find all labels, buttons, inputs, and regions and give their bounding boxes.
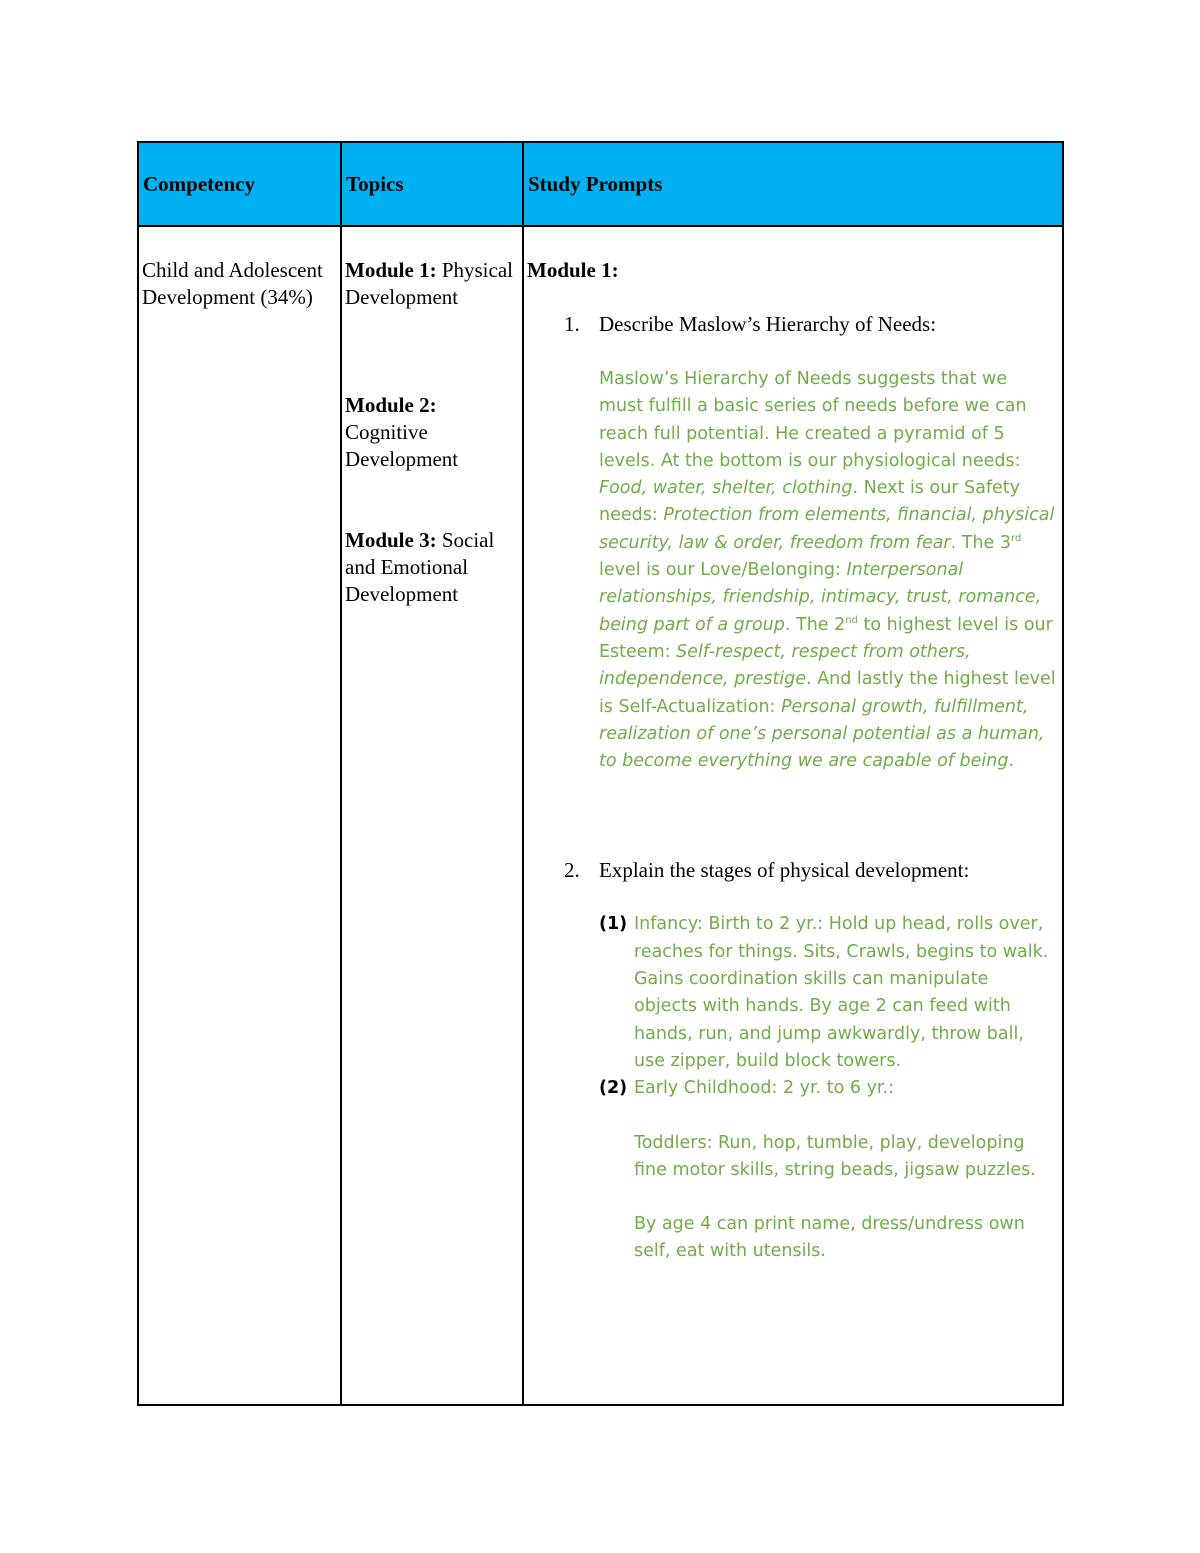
answer-text: . The 3 (950, 532, 1012, 553)
answer-text: level is our Love/Belonging: (599, 560, 847, 581)
answer-text: Maslow’s Hierarchy of Needs suggests that we must fulfill a basic series of needs before we can reach full potential. He created a pyramid of 5 levels. At the bottom is our physiological needs: (599, 369, 1027, 471)
stage-number: (1) (599, 914, 628, 935)
topics-list (342, 227, 522, 608)
prompts-content (524, 227, 1062, 1266)
competency-text: Child and Adolescent Development (34%) (142, 258, 323, 309)
topic-module-3 (345, 527, 520, 608)
answer-text: . The 2 (784, 614, 846, 635)
topic-name: Social and Emotional Development (345, 528, 495, 606)
answer-italic: Personal growth, fulfillment, realization of one’s personal potential as a human, to become everything we are capable of being (599, 696, 1045, 772)
topics-cell (341, 226, 523, 1405)
answer-text: . And lastly the highest level is Self-Actualization: (599, 669, 1056, 717)
header-topics: Topics (346, 171, 404, 196)
list-item (599, 911, 1056, 1075)
question-number: 1. (564, 312, 580, 336)
stage-paragraph: Toddlers: Run, hop, tumble, play, developing fine motor skills, string beads, jigsaw puzzles. (634, 1132, 1036, 1180)
answer-1 (527, 366, 1056, 775)
header-competency: Competency (143, 171, 255, 196)
answer-italic: Interpersonal relationships, friendship, intimacy, trust, romance, being part of a group (599, 560, 1042, 635)
topic-label: Module 1: (345, 258, 437, 282)
spacer (527, 775, 1056, 857)
topic-name: Cognitive Development (345, 420, 459, 471)
header-competency-cell (138, 142, 341, 226)
topic-module-2 (345, 392, 520, 473)
answer-italic: Self-respect, respect from others, independence, prestige (599, 641, 971, 690)
header-study-prompts-cell (523, 142, 1063, 226)
stage-paragraph: By age 4 can print name, dress/undress own self, eat with utensils. (634, 1214, 1025, 1262)
topic-label: Module 3: (345, 528, 437, 552)
topic-module-1 (345, 257, 520, 311)
table-header-row (138, 142, 1063, 226)
study-guide-table (137, 141, 1064, 1406)
stage-list (527, 911, 1056, 1265)
answer-text: to highest level is our Esteem: (599, 614, 1053, 662)
question-text: Describe Maslow’s Hierarchy of Needs: (599, 312, 937, 336)
answer-text: . Next is our Safety needs: (599, 478, 1021, 526)
answer-text: . (1008, 751, 1015, 772)
answer-italic: Protection from elements, financial, physical security, law & order, freedom from fear (599, 505, 1055, 553)
prompts-cell (523, 226, 1063, 1405)
module-heading: Module 1: (527, 258, 619, 282)
header-study-prompts: Study Prompts (528, 171, 663, 196)
competency-cell (138, 226, 341, 1405)
list-item (599, 1075, 1056, 1265)
table-row (138, 226, 1063, 1405)
question-number: 2. (564, 858, 580, 883)
answer-italic: Food, water, shelter, clothing (599, 478, 853, 499)
header-topics-cell (341, 142, 523, 226)
question-2 (527, 857, 1056, 884)
topic-name: Physical Development (345, 258, 513, 309)
stage-number: (2) (599, 1078, 628, 1099)
stage-text: Early Childhood: 2 yr. to 6 yr.: (634, 1078, 894, 1099)
topic-label: Module 2: (345, 393, 437, 417)
superscript: nd (845, 614, 858, 626)
superscript: rd (1011, 532, 1022, 544)
stage-text: Infancy: Birth to 2 yr.: Hold up head, rolls over, reaches for things. Sits, Crawls, begins to walk. Gains coordination skills can manipulate objects with hands. By age 2 can feed with hands, run, and jump awkwardly, throw ball, use zipper, build block towers. (634, 914, 1049, 1071)
question-1 (527, 311, 1056, 338)
question-text: Explain the stages of physical development: (599, 858, 970, 883)
